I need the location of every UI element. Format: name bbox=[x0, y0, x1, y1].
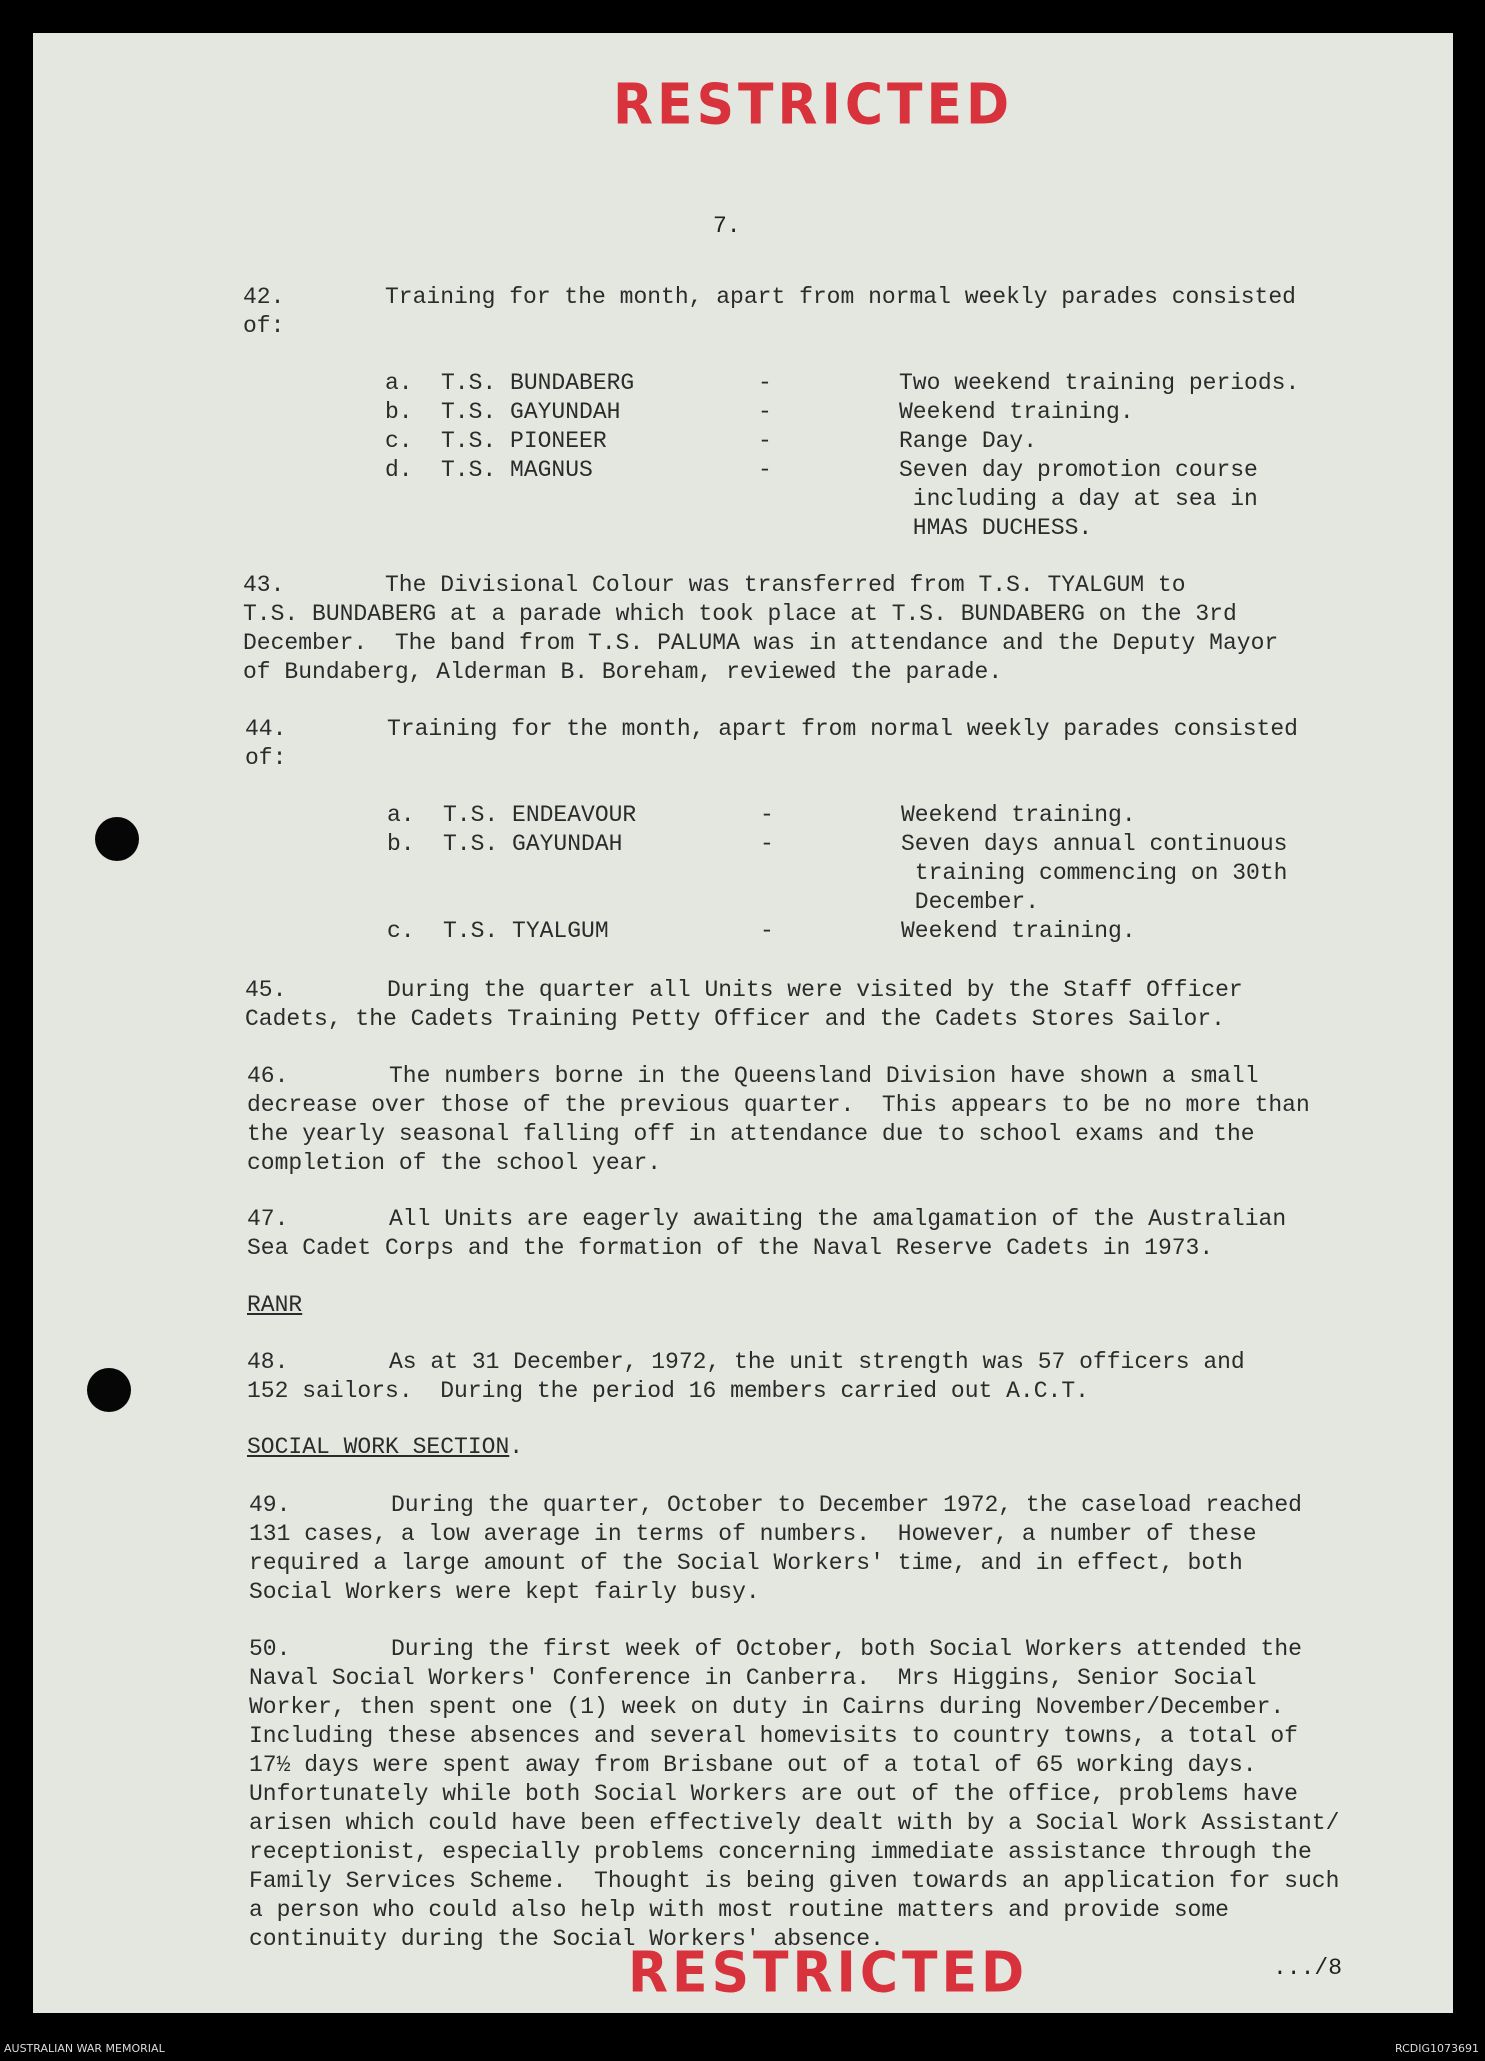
list-item-dash: - bbox=[758, 428, 772, 454]
list-item-dash: - bbox=[760, 802, 774, 828]
paragraph-number-44: 44. bbox=[245, 716, 287, 742]
paragraph-number-49: 49. bbox=[249, 1492, 291, 1518]
list-item-unit: T.S. PIONEER bbox=[441, 428, 607, 454]
section-heading-social-work-text: SOCIAL WORK SECTION bbox=[247, 1434, 510, 1460]
paragraph-50-line-3: Worker, then spent one (1) week on duty in Cairns during November/December. bbox=[249, 1694, 1285, 1720]
paragraph-46-line-1: The numbers borne in the Queensland Division have shown a small bbox=[389, 1063, 1259, 1089]
paragraph-number-46: 46. bbox=[247, 1063, 289, 1089]
paragraph-number-43: 43. bbox=[243, 572, 285, 598]
paragraph-50-line-11: continuity during the Social Workers' absence. bbox=[249, 1926, 884, 1952]
list-item-unit: T.S. TYALGUM bbox=[443, 918, 609, 944]
list-item-desc: Weekend training. bbox=[901, 918, 1136, 944]
page-number: 7. bbox=[713, 213, 741, 239]
paragraph-48-line-2: 152 sailors. During the period 16 members carried out A.C.T. bbox=[247, 1378, 1089, 1404]
paragraph-number-48: 48. bbox=[247, 1349, 289, 1375]
paragraph-42-line-2: of: bbox=[243, 313, 285, 339]
list-item-letter: d. bbox=[385, 457, 413, 483]
list-item-desc: Weekend training. bbox=[899, 399, 1134, 425]
list-item-unit: T.S. ENDEAVOUR bbox=[443, 802, 637, 828]
paragraph-43-line-3: December. The band from T.S. PALUMA was in attendance and the Deputy Mayor bbox=[243, 630, 1279, 656]
list-item-letter: c. bbox=[387, 918, 415, 944]
paragraph-46-line-2: decrease over those of the previous quarter. This appears to be no more than bbox=[247, 1092, 1310, 1118]
paragraph-number-50: 50. bbox=[249, 1636, 291, 1662]
list-item-letter: b. bbox=[385, 399, 413, 425]
list-item-desc: December. bbox=[901, 889, 1040, 915]
paragraph-45-line-1: During the quarter all Units were visited by the Staff Officer bbox=[387, 977, 1243, 1003]
list-item-unit: T.S. GAYUNDAH bbox=[441, 399, 621, 425]
paragraph-46-line-4: completion of the school year. bbox=[247, 1150, 662, 1176]
section-heading-ranr: RANR bbox=[247, 1292, 303, 1318]
list-item-desc: Range Day. bbox=[899, 428, 1038, 454]
paragraph-50-line-8: receptionist, especially problems concerning immediate assistance through the bbox=[249, 1839, 1312, 1865]
paragraph-number-47: 47. bbox=[247, 1206, 289, 1232]
list-item-desc: Seven day promotion course bbox=[899, 457, 1258, 483]
document-page bbox=[33, 33, 1453, 2013]
paragraph-43-line-4: of Bundaberg, Alderman B. Boreham, reviewed the parade. bbox=[243, 659, 1003, 685]
paragraph-49-line-4: Social Workers were kept fairly busy. bbox=[249, 1579, 760, 1605]
paragraph-48-line-1: As at 31 December, 1972, the unit strength was 57 officers and bbox=[389, 1349, 1245, 1375]
paragraph-42-line-1: Training for the month, apart from normal weekly parades consisted bbox=[385, 284, 1296, 310]
punch-hole-bottom bbox=[87, 1368, 131, 1412]
paragraph-47-line-1: All Units are eagerly awaiting the amalgamation of the Australian bbox=[389, 1206, 1287, 1232]
paragraph-49-line-2: 131 cases, a low average in terms of numbers. However, a number of these bbox=[249, 1521, 1257, 1547]
list-item-desc: including a day at sea in bbox=[899, 486, 1258, 512]
list-item-letter: c. bbox=[385, 428, 413, 454]
list-item-dash: - bbox=[758, 457, 772, 483]
paragraph-50-line-2: Naval Social Workers' Conference in Canberra. Mrs Higgins, Senior Social bbox=[249, 1665, 1257, 1691]
paragraph-46-line-3: the yearly seasonal falling off in attendance due to school exams and the bbox=[247, 1121, 1255, 1147]
paragraph-50-line-6: Unfortunately while both Social Workers are out of the office, problems have bbox=[249, 1781, 1298, 1807]
list-item-desc: Weekend training. bbox=[901, 802, 1136, 828]
punch-hole-top bbox=[95, 817, 139, 861]
paragraph-number-42: 42. bbox=[243, 284, 285, 310]
paragraph-50-line-1: During the first week of October, both Social Workers attended the bbox=[391, 1636, 1302, 1662]
paragraph-43-line-2: T.S. BUNDABERG at a parade which took place at T.S. BUNDABERG on the 3rd bbox=[243, 601, 1237, 627]
paragraph-50-line-4: Including these absences and several homevisits to country towns, a total of bbox=[249, 1723, 1298, 1749]
list-item-letter: a. bbox=[385, 370, 413, 396]
paragraph-49-line-3: required a large amount of the Social Workers' time, and in effect, both bbox=[249, 1550, 1243, 1576]
list-item-letter: a. bbox=[387, 802, 415, 828]
paragraph-43-line-1: The Divisional Colour was transferred from T.S. TYALGUM to bbox=[385, 572, 1186, 598]
list-item-unit: T.S. BUNDABERG bbox=[441, 370, 635, 396]
continuation-reference: .../8 bbox=[1273, 1955, 1343, 1981]
list-item-unit: T.S. MAGNUS bbox=[441, 457, 593, 483]
archive-caption-left: AUSTRALIAN WAR MEMORIAL bbox=[4, 2042, 165, 2055]
paragraph-number-45: 45. bbox=[245, 977, 287, 1003]
paragraph-49-line-1: During the quarter, October to December 1972, the caseload reached bbox=[391, 1492, 1302, 1518]
list-item-desc: Seven days annual continuous bbox=[901, 831, 1288, 857]
list-item-dash: - bbox=[758, 370, 772, 396]
paragraph-50-line-5: 17½ days were spent away from Brisbane out of a total of 65 working days. bbox=[249, 1752, 1257, 1778]
paragraph-50-line-7: arisen which could have been effectively dealt with by a Social Work Assistant/ bbox=[249, 1810, 1340, 1836]
list-item-dash: - bbox=[760, 918, 774, 944]
list-item-desc: Two weekend training periods. bbox=[899, 370, 1300, 396]
list-item-desc: HMAS DUCHESS. bbox=[899, 515, 1093, 541]
list-item-desc: training commencing on 30th bbox=[901, 860, 1288, 886]
paragraph-47-line-2: Sea Cadet Corps and the formation of the Naval Reserve Cadets in 1973. bbox=[247, 1235, 1214, 1261]
list-item-dash: - bbox=[758, 399, 772, 425]
archive-caption-right: RCDIG1073691 bbox=[1394, 2042, 1479, 2055]
restricted-stamp-top: RESTRICTED bbox=[613, 72, 1014, 138]
restricted-stamp-bottom: RESTRICTED bbox=[628, 1940, 1029, 2006]
section-heading-social-work-period: . bbox=[509, 1434, 524, 1460]
paragraph-45-line-2: Cadets, the Cadets Training Petty Officer and the Cadets Stores Sailor. bbox=[245, 1006, 1225, 1032]
paragraph-50-line-9: Family Services Scheme. Thought is being given towards an application for such bbox=[249, 1868, 1340, 1894]
list-item-dash: - bbox=[760, 831, 774, 857]
paragraph-44-line-1: Training for the month, apart from normal weekly parades consisted bbox=[387, 716, 1298, 742]
paragraph-44-line-2: of: bbox=[245, 745, 287, 771]
paragraph-50-line-10: a person who could also help with most routine matters and provide some bbox=[249, 1897, 1229, 1923]
list-item-letter: b. bbox=[387, 831, 415, 857]
list-item-unit: T.S. GAYUNDAH bbox=[443, 831, 623, 857]
section-heading-social-work bbox=[247, 1434, 523, 1460]
